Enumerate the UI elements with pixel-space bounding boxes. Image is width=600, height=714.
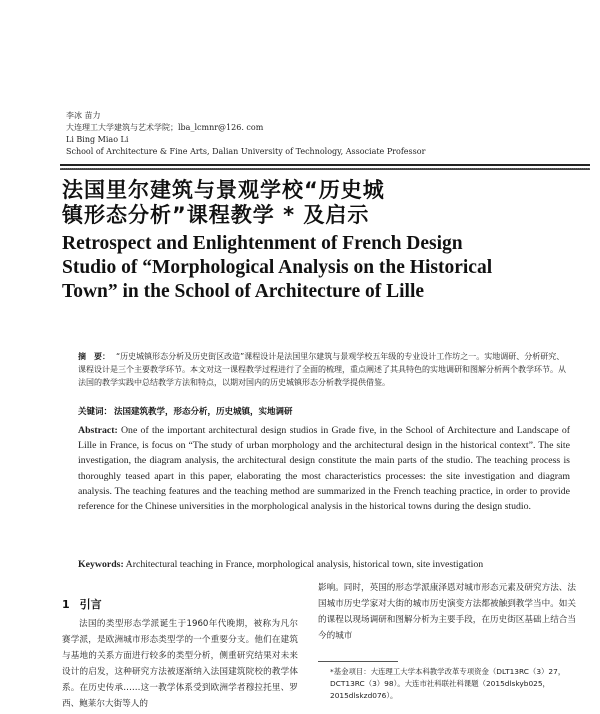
abstract-en-label: Abstract: [78,425,118,436]
abstract-cn-label: 摘 要： [78,352,110,361]
body-column-left: 法国的类型形态学派诞生于1960年代晚期，被称为凡尔赛学派，是欧洲城市形态类型学的一个重要分支。他们在建筑与基地的关系方面进行较多的类型分析，侧重研究结果对未来设计的启发，这种研究方法被逐渐纳入法国建筑院校的教学体系。在历史传承……这一教学体系受到欧洲学者穆拉托里、罗西、鲍莱尔大街等人的 [62,619,298,709]
keywords-chinese [78,406,568,419]
abstract-cn-text: “历史城镇形态分析及历史街区改造”课程设计是法国里尔建筑与景观学校五年级的专业设计工作坊之一。实地调研、分析研究、课程设计是三个主要教学环节。本文对这一课程教学过程进行了全面的梳理，重点阐述了其具特色的实地调研和图解分析两个教学环节。从法国的教学实践中总结教学方法和特点，以期对国内的历史城镇形态分析教学提供借鉴。 [78,352,566,387]
author-names-cn: 李冰 苗力 [66,111,101,120]
keywords-english [78,558,570,572]
keywords-en-label: Keywords: [78,559,124,570]
abstract-chinese [78,350,568,389]
abstract-english [78,423,570,514]
footnote-divider [318,661,398,662]
author-affiliation-cn: 大连理工大学建筑与艺术学院；lba_lcmnr@126. com [66,123,264,132]
title-en-line-1: Retrospect and Enlightenment of French Design [62,233,463,254]
author-names-en: Li Bing Miao Li [66,135,129,144]
footnote: *基金项目：大连理工大学本科教学改革专项资金（DLT13RC（3）27，DCT13RC（3）98）。大连市社科联社科课题（2015dlskyb025，2015dlskzd076）。 [330,667,566,700]
author-affiliation-en: School of Architecture & Fine Arts, Dalian University of Technology, Associate Professor [66,147,426,156]
keywords-cn-text: 法国建筑教学，形态分析，历史城镇，实地调研 [114,407,293,417]
section-heading [62,596,102,612]
title-english [62,232,582,304]
title-en-line-3: Town” in the School of Architecture of Lille [62,281,425,302]
body-column-right: 影响。同时，英国的形态学派康泽恩对城市形态元素及研究方法、法国城市历史学家对大街的城市历史演变方法都被触到教学当中。如关的课程以现场调研和图解分析为主要手段，在历史街区基础上结合当今的城市 [318,583,576,641]
title-chinese [62,178,482,228]
abstract-en-text: One of the important architectural design studios in Grade five, in the School of Architecture and Landscape of Lille in France, is focus on “The study of urban morphology and the architectural design in the historical context”. The site investigation, the diagram analysis, the architectural design constitute the main parts of the studio. The teaching process is thoroughly teased apart in this paper, elaborating the most characteristics processes: the site investigation and diagram analysis. The teaching features and the teaching method are summarized in the French teaching practice, in order to provide reference for the Chinese universities in the morphological analysis in the historical towns during the design studio. [78,425,570,513]
header-divider [60,164,590,166]
header-divider-dotted [60,168,590,170]
section-number: 1 [62,598,70,611]
title-en-line-2: Studio of “Morphological Analysis on the Historical [62,257,493,278]
section-title: 引言 [79,598,102,611]
author-header [66,110,425,158]
title-cn-line-2: 镇形态分析”课程教学 * 及启示 [62,203,370,227]
keywords-en-text: Architectural teaching in France, morphological analysis, historical town, site investigation [123,559,484,570]
keywords-cn-label: 关键词： [78,407,113,417]
title-cn-line-1: 法国里尔建筑与景观学校“历史城 [62,178,385,202]
